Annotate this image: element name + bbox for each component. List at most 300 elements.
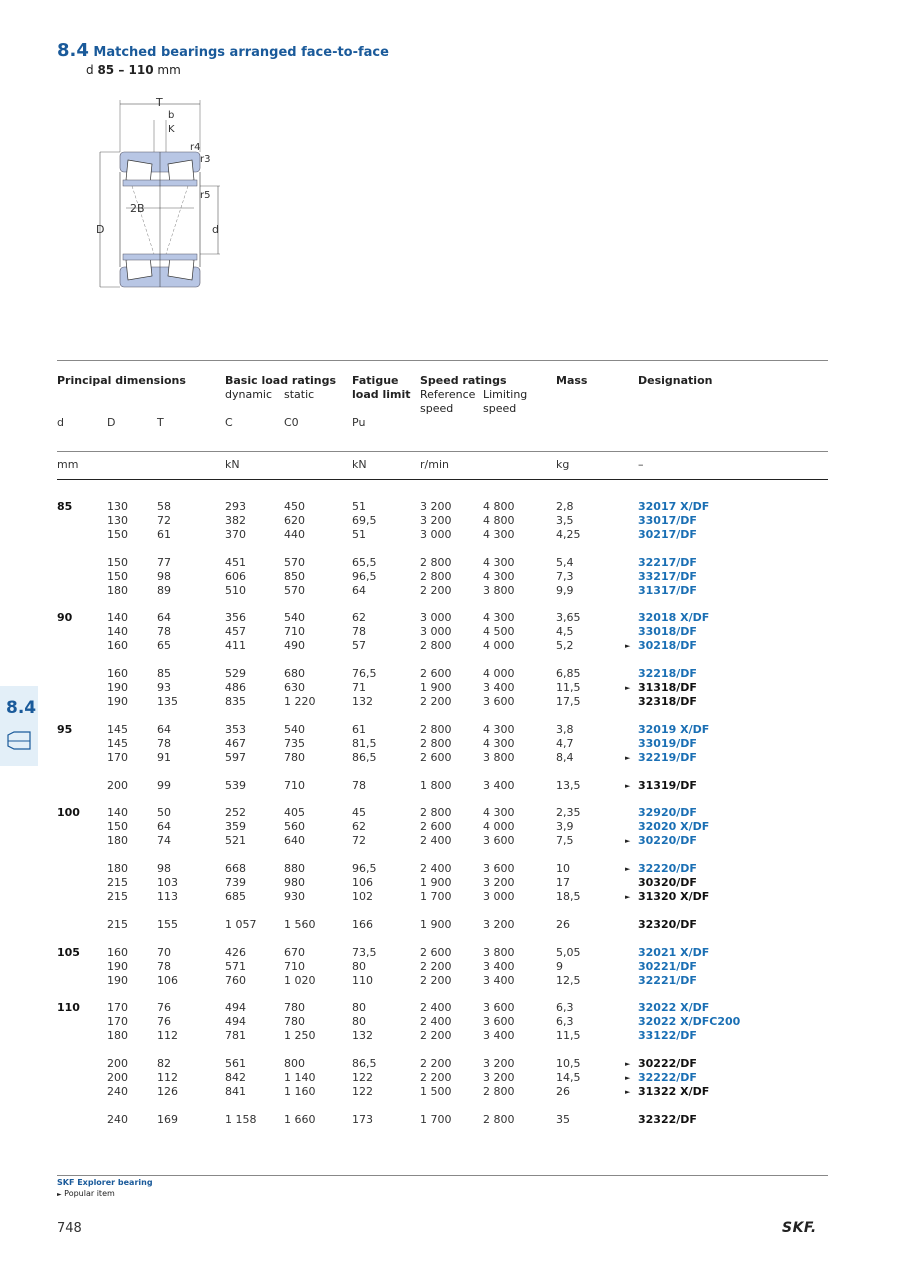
width-T: 103	[157, 876, 178, 889]
designation-link[interactable]: 30220/DF	[638, 834, 697, 848]
bore-diameter: 105	[57, 945, 80, 959]
dynamic-rating: 370	[225, 527, 246, 541]
designation-link[interactable]: 31322 X/DF	[638, 1084, 710, 1098]
width-T: 112	[157, 1071, 178, 1084]
fatigue-limit: 71	[352, 681, 366, 694]
limiting-speed: 3 000	[483, 889, 515, 903]
designation-link[interactable]: 32022 X/DF	[638, 1001, 710, 1015]
label-D: D	[96, 223, 105, 236]
width-T: 91	[157, 750, 171, 764]
static-rating: 930	[284, 889, 305, 903]
reference-speed: 2 600	[420, 750, 452, 764]
static-rating: 570	[284, 555, 305, 569]
reference-speed: 1 900	[420, 876, 452, 889]
dynamic-rating: 293	[225, 500, 246, 513]
fatigue-limit: 62	[352, 611, 366, 625]
fatigue-limit: 122	[352, 1071, 373, 1084]
mass: 3,65	[556, 611, 581, 625]
reference-speed: 2 400	[420, 862, 452, 876]
mass: 3,9	[556, 820, 574, 834]
designation-link[interactable]: 32318/DF	[638, 694, 697, 708]
reference-speed: 2 200	[420, 973, 452, 987]
fatigue-limit: 173	[352, 1112, 373, 1126]
header-limiting-speed: speed	[483, 402, 517, 415]
static-rating: 880	[284, 862, 305, 876]
mass: 6,3	[556, 1001, 574, 1015]
width-T: 64	[157, 722, 171, 736]
fatigue-limit: 86,5	[352, 750, 377, 764]
dynamic-rating: 760	[225, 973, 246, 987]
reference-speed: 2 200	[420, 959, 452, 973]
width-T: 82	[157, 1057, 171, 1071]
symbol-C0: C0	[284, 416, 299, 429]
limiting-speed: 3 600	[483, 694, 515, 708]
fatigue-limit: 81,5	[352, 736, 377, 750]
designation-link[interactable]: 30218/DF	[638, 639, 697, 653]
bore-diameter: 85	[57, 500, 73, 513]
popular-item-marker-icon: ►	[625, 837, 631, 846]
unit-rmin: r/min	[420, 458, 449, 471]
static-rating: 620	[284, 513, 305, 527]
designation-link[interactable]: 33122/DF	[638, 1029, 697, 1043]
mass: 17	[556, 876, 570, 889]
width-T: 113	[157, 889, 178, 903]
reference-speed: 2 800	[420, 806, 452, 820]
width-T: 76	[157, 1001, 171, 1015]
mass: 7,5	[556, 834, 574, 848]
fatigue-limit: 132	[352, 694, 373, 708]
label-b: b	[168, 110, 175, 121]
mass: 3,8	[556, 722, 574, 736]
dynamic-rating: 842	[225, 1071, 246, 1084]
width-T: 106	[157, 973, 178, 987]
limiting-speed: 3 400	[483, 681, 515, 694]
static-rating: 1 160	[284, 1084, 316, 1098]
dynamic-rating: 571	[225, 959, 246, 973]
bore-diameter: 110	[57, 1001, 80, 1015]
static-rating: 1 660	[284, 1112, 316, 1126]
bore-diameter: 90	[57, 611, 73, 625]
reference-speed: 3 200	[420, 513, 452, 527]
reference-speed: 1 700	[420, 889, 452, 903]
footnote-explorer: SKF Explorer bearing	[57, 1178, 153, 1187]
mass: 3,5	[556, 513, 574, 527]
outside-diameter: 215	[107, 876, 128, 889]
width-T: 64	[157, 611, 171, 625]
designation-link[interactable]: 33019/DF	[638, 736, 697, 750]
designation-link[interactable]: 32221/DF	[638, 973, 697, 987]
static-rating: 710	[284, 959, 305, 973]
fatigue-limit: 110	[352, 973, 373, 987]
dynamic-rating: 451	[225, 555, 246, 569]
dynamic-rating: 457	[225, 625, 246, 639]
dynamic-rating: 356	[225, 611, 246, 625]
dynamic-rating: 539	[225, 778, 246, 792]
popular-item-marker-icon: ►	[625, 865, 631, 874]
reference-speed: 2 600	[420, 667, 452, 681]
dynamic-rating: 597	[225, 750, 246, 764]
dynamic-rating: 426	[225, 945, 246, 959]
reference-speed: 1 500	[420, 1084, 452, 1098]
static-rating: 560	[284, 820, 305, 834]
static-rating: 570	[284, 583, 305, 597]
designation-link[interactable]: 30222/DF	[638, 1057, 697, 1071]
mass: 26	[556, 917, 570, 931]
label-r3: r3	[200, 154, 211, 165]
static-rating: 710	[284, 778, 305, 792]
range-value: 85 – 110	[97, 63, 154, 77]
limiting-speed: 3 600	[483, 1015, 515, 1029]
reference-speed: 2 400	[420, 1001, 452, 1015]
fatigue-limit: 64	[352, 583, 366, 597]
width-T: 112	[157, 1029, 178, 1043]
static-rating: 450	[284, 500, 305, 513]
popular-item-marker-icon: ►	[625, 1060, 631, 1069]
outside-diameter: 190	[107, 681, 128, 694]
outside-diameter: 160	[107, 639, 128, 653]
fatigue-limit: 166	[352, 917, 373, 931]
reference-speed: 3 000	[420, 625, 452, 639]
dynamic-rating: 781	[225, 1029, 246, 1043]
designation-link[interactable]: 32018 X/DF	[638, 611, 710, 625]
popular-item-marker-icon: ►	[625, 642, 631, 651]
static-rating: 640	[284, 834, 305, 848]
header-designation: Designation	[638, 374, 713, 387]
static-rating: 405	[284, 806, 305, 820]
limiting-speed: 4 000	[483, 639, 515, 653]
header-reference-speed: speed	[420, 402, 454, 415]
static-rating: 780	[284, 1001, 305, 1015]
designation-link[interactable]: 32220/DF	[638, 862, 697, 876]
fatigue-limit: 51	[352, 500, 366, 513]
label-T: T	[156, 96, 163, 109]
reference-speed: 1 900	[420, 681, 452, 694]
symbol-Pu: Pu	[352, 416, 366, 429]
unit-mm: mm	[57, 458, 79, 471]
width-T: 50	[157, 806, 171, 820]
designation-link[interactable]: 31320 X/DF	[638, 889, 710, 903]
reference-speed: 2 800	[420, 639, 452, 653]
dynamic-rating: 494	[225, 1015, 246, 1029]
header-load-limit: load limit	[352, 388, 411, 401]
static-rating: 670	[284, 945, 305, 959]
mass: 26	[556, 1084, 570, 1098]
designation-link[interactable]: 32218/DF	[638, 667, 697, 681]
outside-diameter: 240	[107, 1084, 128, 1098]
fatigue-limit: 80	[352, 1015, 366, 1029]
outside-diameter: 180	[107, 834, 128, 848]
width-T: 65	[157, 639, 171, 653]
width-T: 78	[157, 625, 171, 639]
mass: 6,3	[556, 1015, 574, 1029]
outside-diameter: 170	[107, 1015, 128, 1029]
width-T: 72	[157, 513, 171, 527]
width-T: 61	[157, 527, 171, 541]
dynamic-rating: 382	[225, 513, 246, 527]
mass: 5,2	[556, 639, 574, 653]
limiting-speed: 3 600	[483, 862, 515, 876]
mass: 5,4	[556, 555, 574, 569]
outside-diameter: 160	[107, 945, 128, 959]
outside-diameter: 170	[107, 1001, 128, 1015]
outside-diameter: 150	[107, 555, 128, 569]
popular-label: Popular item	[64, 1189, 115, 1198]
outside-diameter: 215	[107, 889, 128, 903]
limiting-speed: 4 300	[483, 722, 515, 736]
outside-diameter: 145	[107, 736, 128, 750]
mass: 10,5	[556, 1057, 581, 1071]
section-number: 8.4	[57, 40, 89, 61]
mass: 2,8	[556, 500, 574, 513]
fatigue-limit: 61	[352, 722, 366, 736]
reference-speed: 2 800	[420, 569, 452, 583]
outside-diameter: 180	[107, 862, 128, 876]
designation-link[interactable]: 32217/DF	[638, 555, 697, 569]
outside-diameter: 145	[107, 722, 128, 736]
static-rating: 440	[284, 527, 305, 541]
reference-speed: 2 800	[420, 722, 452, 736]
outside-diameter: 190	[107, 973, 128, 987]
outside-diameter: 240	[107, 1112, 128, 1126]
outside-diameter: 180	[107, 1029, 128, 1043]
limiting-speed: 4 300	[483, 611, 515, 625]
limiting-speed: 4 000	[483, 667, 515, 681]
outside-diameter: 190	[107, 959, 128, 973]
limiting-speed: 3 600	[483, 834, 515, 848]
limiting-speed: 3 800	[483, 583, 515, 597]
fatigue-limit: 62	[352, 820, 366, 834]
dynamic-rating: 486	[225, 681, 246, 694]
designation-link[interactable]: 32017 X/DF	[638, 500, 710, 513]
dynamic-rating: 739	[225, 876, 246, 889]
popular-item-marker-icon: ►	[625, 892, 631, 901]
reference-speed: 1 800	[420, 778, 452, 792]
limiting-speed: 3 600	[483, 1001, 515, 1015]
designation-link[interactable]: 32019 X/DF	[638, 722, 710, 736]
width-T: 85	[157, 667, 171, 681]
mass: 11,5	[556, 1029, 581, 1043]
reference-speed: 2 600	[420, 945, 452, 959]
static-rating: 780	[284, 1015, 305, 1029]
unit-kg: kg	[556, 458, 570, 471]
skf-logo: SKF.	[782, 1220, 817, 1236]
width-T: 126	[157, 1084, 178, 1098]
fatigue-limit: 80	[352, 1001, 366, 1015]
fatigue-limit: 72	[352, 834, 366, 848]
reference-speed: 2 200	[420, 1057, 452, 1071]
outside-diameter: 140	[107, 625, 128, 639]
limiting-speed: 4 300	[483, 555, 515, 569]
designation-link[interactable]: 32219/DF	[638, 750, 697, 764]
bore-diameter: 95	[57, 722, 73, 736]
outside-diameter: 200	[107, 1071, 128, 1084]
width-T: 58	[157, 500, 171, 513]
reference-speed: 2 200	[420, 1071, 452, 1084]
dynamic-rating: 353	[225, 722, 246, 736]
limiting-speed: 3 400	[483, 1029, 515, 1043]
width-T: 70	[157, 945, 171, 959]
dynamic-rating: 606	[225, 569, 246, 583]
limiting-speed: 3 200	[483, 876, 515, 889]
label-2B: 2B	[130, 202, 145, 215]
designation-link[interactable]: 30320/DF	[638, 876, 697, 889]
page-number: 748	[57, 1221, 82, 1236]
dynamic-rating: 841	[225, 1084, 246, 1098]
fatigue-limit: 73,5	[352, 945, 377, 959]
dynamic-rating: 467	[225, 736, 246, 750]
designation-link[interactable]: 31318/DF	[638, 681, 697, 694]
symbol-d: d	[57, 416, 64, 429]
mass: 4,7	[556, 736, 574, 750]
outside-diameter: 140	[107, 611, 128, 625]
width-T: 135	[157, 694, 178, 708]
outside-diameter: 200	[107, 1057, 128, 1071]
limiting-speed: 4 300	[483, 736, 515, 750]
fatigue-limit: 76,5	[352, 667, 377, 681]
dynamic-rating: 411	[225, 639, 246, 653]
popular-item-marker-icon: ►	[625, 1087, 631, 1096]
symbol-T: T	[157, 416, 164, 429]
mass: 5,05	[556, 945, 581, 959]
outside-diameter: 150	[107, 569, 128, 583]
outside-diameter: 215	[107, 917, 128, 931]
static-rating: 1 020	[284, 973, 316, 987]
section-title: Matched bearings arranged face-to-face	[93, 45, 389, 60]
popular-item-marker-icon: ►	[625, 684, 631, 692]
header-dynamic: dynamic	[225, 388, 273, 401]
limiting-speed: 2 800	[483, 1084, 515, 1098]
dynamic-rating: 510	[225, 583, 246, 597]
dynamic-rating: 685	[225, 889, 246, 903]
designation-link[interactable]: 33017/DF	[638, 513, 697, 527]
static-rating: 710	[284, 625, 305, 639]
designation-link[interactable]: 30221/DF	[638, 959, 697, 973]
limiting-speed: 3 200	[483, 1057, 515, 1071]
reference-speed: 2 800	[420, 736, 452, 750]
width-T: 93	[157, 681, 171, 694]
designation-link[interactable]: 32322/DF	[638, 1112, 697, 1126]
fatigue-limit: 78	[352, 625, 366, 639]
dynamic-rating: 252	[225, 806, 246, 820]
reference-speed: 1 700	[420, 1112, 452, 1126]
designation-link[interactable]: 32920/DF	[638, 806, 697, 820]
static-rating: 540	[284, 611, 305, 625]
fatigue-limit: 106	[352, 876, 373, 889]
header-speed-ratings: Speed ratings	[420, 374, 507, 387]
mass: 11,5	[556, 681, 581, 694]
static-rating: 1 560	[284, 917, 316, 931]
mass: 6,85	[556, 667, 581, 681]
width-T: 74	[157, 834, 171, 848]
fatigue-limit: 69,5	[352, 513, 377, 527]
outside-diameter: 170	[107, 750, 128, 764]
limiting-speed: 3 200	[483, 1071, 515, 1084]
outside-diameter: 130	[107, 513, 128, 527]
limiting-speed: 4 300	[483, 527, 515, 541]
bore-diameter: 100	[57, 806, 80, 820]
designation-link[interactable]: 32021 X/DF	[638, 945, 710, 959]
fatigue-limit: 102	[352, 889, 373, 903]
width-T: 64	[157, 820, 171, 834]
fatigue-limit: 96,5	[352, 569, 377, 583]
popular-item-marker-icon: ►	[625, 781, 631, 790]
reference-speed: 2 800	[420, 555, 452, 569]
reference-speed: 3 000	[420, 527, 452, 541]
static-rating: 1 220	[284, 694, 316, 708]
designation-link[interactable]: 33018/DF	[638, 625, 697, 639]
width-T: 155	[157, 917, 178, 931]
limiting-speed: 3 200	[483, 917, 515, 931]
designation-link[interactable]: 32020 X/DF	[638, 820, 710, 834]
static-rating: 490	[284, 639, 305, 653]
symbol-C: C	[225, 416, 233, 429]
designation-link[interactable]: 32022 X/DFC200	[638, 1015, 741, 1029]
designation-link[interactable]: 31319/DF	[638, 778, 697, 792]
header-principal-dimensions: Principal dimensions	[57, 374, 186, 387]
dynamic-rating: 529	[225, 667, 246, 681]
designation-link[interactable]: 33217/DF	[638, 569, 697, 583]
popular-item-marker-icon: ►	[625, 1074, 631, 1082]
designation-link[interactable]: 30217/DF	[638, 527, 697, 541]
dynamic-rating: 668	[225, 862, 246, 876]
symbol-D: D	[107, 416, 116, 429]
range-label: d	[86, 63, 94, 77]
dynamic-rating: 835	[225, 694, 246, 708]
label-K: K	[168, 124, 175, 135]
mass: 7,3	[556, 569, 574, 583]
static-rating: 850	[284, 569, 305, 583]
width-T: 78	[157, 736, 171, 750]
designation-link[interactable]: 32320/DF	[638, 917, 697, 931]
mass: 18,5	[556, 889, 581, 903]
label-d: d	[212, 223, 219, 236]
outside-diameter: 150	[107, 820, 128, 834]
mass: 13,5	[556, 778, 581, 792]
designation-link[interactable]: 32222/DF	[638, 1071, 697, 1084]
reference-speed: 2 400	[420, 1015, 452, 1029]
fatigue-limit: 45	[352, 806, 366, 820]
fatigue-limit: 80	[352, 959, 366, 973]
mass: 8,4	[556, 750, 574, 764]
reference-speed: 2 200	[420, 1029, 452, 1043]
mass: 9	[556, 959, 563, 973]
unit-kN-fatigue: kN	[352, 458, 367, 471]
limiting-speed: 4 800	[483, 513, 515, 527]
footnote-popular	[57, 1189, 115, 1198]
popular-item-marker-icon: ►	[625, 753, 631, 762]
limiting-speed: 4 800	[483, 500, 515, 513]
header-basic-load-ratings: Basic load ratings	[225, 374, 337, 387]
limiting-speed: 3 400	[483, 973, 515, 987]
designation-link[interactable]: 31317/DF	[638, 583, 697, 597]
limiting-speed: 3 800	[483, 750, 515, 764]
outside-diameter: 140	[107, 806, 128, 820]
reference-speed: 2 400	[420, 834, 452, 848]
range-unit: mm	[157, 63, 181, 77]
dynamic-rating: 494	[225, 1001, 246, 1015]
header-reference: Reference	[420, 388, 476, 401]
width-T: 89	[157, 583, 171, 597]
mass: 9,9	[556, 583, 574, 597]
width-T: 98	[157, 862, 171, 876]
unit-kN-ratings: kN	[225, 458, 240, 471]
dynamic-rating: 359	[225, 820, 246, 834]
mass: 2,35	[556, 806, 581, 820]
limiting-speed: 3 400	[483, 959, 515, 973]
mass: 12,5	[556, 973, 581, 987]
dynamic-rating: 521	[225, 834, 246, 848]
outside-diameter: 180	[107, 583, 128, 597]
